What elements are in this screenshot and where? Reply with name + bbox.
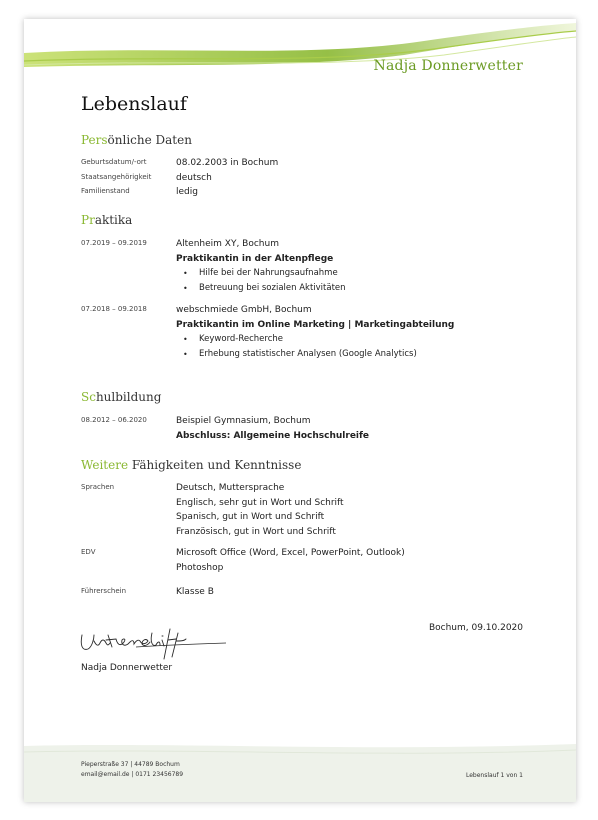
signature-name: Nadja Donnerwetter [81, 663, 173, 673]
handwritten-signature [76, 627, 236, 663]
footer-contact: Pieperstraße 37 | 44789 Bochum email@email.de | 0171 23456789 [81, 761, 184, 778]
header-name: Nadja Donnerwetter [373, 58, 523, 74]
place-date: Bochum, 09.10.2020 [428, 623, 523, 633]
list-item: • Keyword-Recherche [176, 332, 454, 347]
list-item: • Hilfe bei der Nahrungsaufnahme [176, 266, 346, 281]
list-item: • Erhebung statistischer Analysen (Google Analytics) [176, 347, 454, 362]
page-title: Lebenslauf [81, 93, 187, 115]
cv-page: Nadja Donnerwetter Lebenslauf Persönliche Daten Geburtsdatum/-ort 08.02.2003 in Bochum Staatsangehörigkeit deutsch Familienstand ledig Praktika 07.2019 – 09.2019 Altenheim XY, Bochum Praktikantin in der Altenpflege • Hilfe bei der Nahrungsaufnahme • Betreuung bei sozialen Aktivitäten 07.2018 – 09.2018 webschmiede GmbH, Bochum Praktikantin im Online Marketing | Marketingabteilung • Keyword-Recherche • Erhebung statistischer Analysen (Google Analytics) Schulbildung 08.2012 – 06.2020 Beispiel Gymnasium, Bochum Abschluss: Allgemeine Hochschulreife Weitere Fähigkeiten und Kenntnisse Sprachen Deutsch, Muttersprache Englisch, sehr gut in Wort und Schrift Spanisch, gut in Wort und Schrift Französisch, gut in Wort und Schrift EDV Microsoft Office (Word, Excel, PowerPoint, Outlook) Photoshop Führerschein Klasse B Bochum, 09.10.2020 Nadja Donnerwetter Pieperstraße 37 | 44789 Bochum email@email.de | 0171 23456789 Lebenslauf 1 von 1 [24, 19, 576, 802]
section-heading-praktika: Praktika [81, 213, 133, 227]
section-heading-schule: Schulbildung [81, 390, 162, 404]
section-heading-skills: Weitere Fähigkeiten und Kenntnisse [81, 458, 302, 472]
footer-page-number: Lebenslauf 1 von 1 [466, 772, 523, 779]
section-heading-personal: Persönliche Daten [81, 133, 192, 147]
list-item: • Betreuung bei sozialen Aktivitäten [176, 281, 346, 296]
